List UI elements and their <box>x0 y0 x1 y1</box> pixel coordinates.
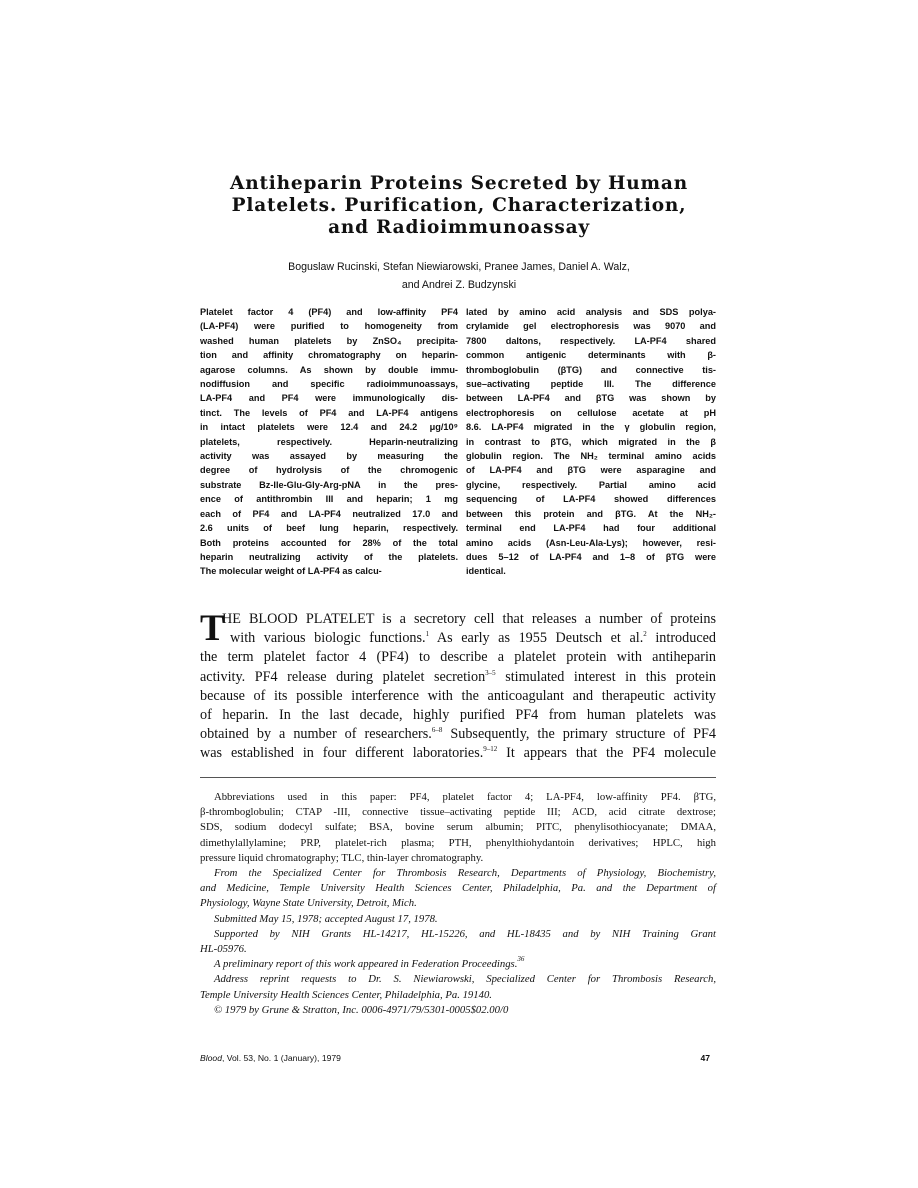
abstract-line: platelets, respectively. Heparin-neutralizing <box>200 436 458 447</box>
abstract-line: sequencing of LA-PF4 showed differences <box>466 494 716 505</box>
copyright-line: © 1979 by Grune & Stratton, Inc. 0006-4971/79/5301-0005$02.00/0 <box>214 1003 509 1016</box>
abstract-line: each of PF4 and LA-PF4 neutralized 17.0 and <box>200 508 458 519</box>
citation-superscript: 2 <box>643 630 647 639</box>
abstract-line: degree of hydrolysis of the chromogenic <box>200 465 458 476</box>
support-line: Supported by NIH Grants HL-14217, HL-15226, and HL-18435 and by NIH Training Grant <box>214 927 716 940</box>
journal-volume: , Vol. 53, No. 1 (January), 1979 <box>221 1053 341 1063</box>
abstract-line: nodiffusion and specific radioimmunoassays, <box>200 379 458 390</box>
abbrev-line: β-thromboglobulin; CTAP -III, connective tissue–activating peptide III; ACD, acid citrate dextrose; <box>200 806 716 819</box>
body-text-fragment: introduced <box>646 630 717 647</box>
abstract-line: thromboglobulin (βTG) and connective tis- <box>466 364 716 375</box>
abstract-line: between LA-PF4 and βTG was shown by <box>466 393 716 404</box>
title-line: Platelets. Purification, Characterization, <box>231 195 687 216</box>
abstract-line: lated by amino acid analysis and SDS polya- <box>466 307 716 317</box>
author-line: and Andrei Z. Budzynski <box>401 279 517 291</box>
abstract-line: heparin neutralizing activity of the platelets. <box>200 551 458 562</box>
abstract-line: agarose columns. As shown by double immu- <box>200 364 458 375</box>
abstract-line: activity was assayed by measuring the <box>200 451 458 462</box>
abstract-line: crylamide gel electrophoresis was 9070 and <box>466 321 716 332</box>
reprint-line: Temple University Health Sciences Center, Philadelphia, Pa. 19140. <box>200 988 492 1001</box>
body-text-fragment: stimulated interest in this protein <box>495 668 716 685</box>
abstract-line: globulin region. The NH₂ terminal amino acids <box>466 451 716 462</box>
abstract-line: (LA-PF4) were purified to homogeneity from <box>200 321 458 332</box>
abstract-line: 8.6. LA-PF4 migrated in the γ globulin region, <box>466 422 716 433</box>
abbrev-line: SDS, sodium dodecyl sulfate; BSA, bovine serum albumin; PITC, phenylisothiocyanate; DMAA, <box>200 821 716 834</box>
drop-cap: T <box>200 608 225 649</box>
affiliation-line: From the Specialized Center for Thrombosis Research, Departments of Physiology, Biochemistry, <box>214 867 716 880</box>
reprint-line: Address reprint requests to Dr. S. Niewiarowski, Specialized Center for Thrombosis Research, <box>214 973 716 986</box>
citation-superscript: 36 <box>517 955 525 964</box>
abstract-line: tion and affinity chromatography on heparin- <box>200 350 458 361</box>
body-text-fragment: was established in four different laboratories. <box>200 745 484 762</box>
citation-superscript: 1 <box>425 630 430 639</box>
body-line <box>200 629 716 648</box>
journal-citation <box>200 1052 341 1064</box>
abstract-line: amino acids (Asn-Leu-Ala-Lys); however, resi- <box>466 537 716 548</box>
body-text-fragment: It appears that the PF4 molecule <box>497 745 716 762</box>
body-text-fragment: As early as 1955 Deutsch et al. <box>429 630 644 647</box>
abstract-line: identical. <box>466 566 506 577</box>
body-text <box>200 610 716 764</box>
citation-superscript: 9–12 <box>483 745 498 754</box>
body-line <box>200 725 716 744</box>
abbrev-line: Abbreviations used in this paper: PF4, platelet factor 4; LA-PF4, low-affinity PF4. βTG, <box>214 791 716 803</box>
title-line: and Radioimmunoassay <box>328 217 590 238</box>
body-text-fragment: activity. PF4 release during platelet secretion <box>200 668 486 685</box>
abstract-line: electrophoresis on cellulose acetate at pH <box>466 407 716 418</box>
submission-dates: Submitted May 15, 1978; accepted August 17, 1978. <box>214 912 438 925</box>
abstract-line: dues 5–12 of LA-PF4 and 1–8 of βTG were <box>466 551 716 562</box>
body-line: HE BLOOD PLATELET is a secretory cell that releases a number of proteins <box>222 611 716 627</box>
abstract-line: glycine, respectively. Partial amino acid <box>466 479 716 490</box>
abstract-line: LA-PF4 and PF4 were immunologically dis- <box>200 393 458 404</box>
abstract-right-column <box>466 305 716 579</box>
body-text-fragment: with various biologic functions. <box>230 630 426 647</box>
abstract-line: common antigenic determinants with β- <box>466 350 716 361</box>
abstract-line: terminal end LA-PF4 had four additional <box>466 523 716 534</box>
abstract-line: in intact platelets were 12.4 and 24.2 μg/10⁹ <box>200 422 458 433</box>
affiliation-line: Physiology, Wayne State University, Detroit, Mich. <box>200 897 417 910</box>
body-line: of heparin. In the last decade, highly purified PF4 from human platelets was <box>200 707 716 724</box>
abstract-line: tinct. The levels of PF4 and LA-PF4 antigens <box>200 407 458 418</box>
abbrev-line: pressure liquid chromatography; TLC, thin-layer chromatography. <box>200 851 484 864</box>
abstract-line: ence of antithrombin III and heparin; 1 mg <box>200 494 458 505</box>
title-line: Antiheparin Proteins Secreted by Human <box>230 173 688 194</box>
abstract-line: sue–activating peptide III. The difference <box>466 379 716 390</box>
body-line <box>200 668 716 687</box>
footnote-divider <box>200 777 716 778</box>
affiliation-line: and Medicine, Temple University Health Sciences Center, Philadelphia, Pa. and the Department of <box>200 882 716 895</box>
citation-superscript: 6–8 <box>431 726 443 735</box>
body-line: because of its possible interference with the anticoagulant and therapeutic activity <box>200 687 716 704</box>
body-text-fragment: obtained by a number of researchers. <box>200 726 432 743</box>
abstract-line: of LA-PF4 and βTG were asparagine and <box>466 465 716 476</box>
abstract-line: Platelet factor 4 (PF4) and low-affinity PF4 <box>200 307 458 317</box>
abstract-line: 7800 daltons, respectively. LA-PF4 shared <box>466 335 716 346</box>
journal-name: Blood <box>200 1053 222 1063</box>
body-line: the term platelet factor 4 (PF4) to describe a platelet protein with antiheparin <box>200 649 716 666</box>
preliminary-text: A preliminary report of this work appeared in Federation Proceedings. <box>214 958 518 971</box>
author-list <box>200 258 718 294</box>
page-number: 47 <box>700 1053 710 1063</box>
support-line: HL-05976. <box>200 943 247 956</box>
citation-superscript: 3–5 <box>485 668 496 677</box>
abstract-line: The molecular weight of LA-PF4 as calcu- <box>200 566 382 577</box>
abbrev-line: dimethylallylamine; PRP, platelet-rich plasma; PTH, phenylthiohydantoin derivatives; HPLC, high <box>200 836 716 849</box>
abstract-line: Both proteins accounted for 28% of the total <box>200 537 458 548</box>
abstract-line: washed human platelets by ZnSO₄ precipita- <box>200 335 458 346</box>
article-title <box>200 173 718 239</box>
body-text-fragment: Subsequently, the primary structure of PF4 <box>442 726 716 743</box>
preliminary-report <box>200 957 716 972</box>
abstract-line: substrate Bz-Ile-Glu-Gly-Arg-pNA in the pres- <box>200 479 458 490</box>
abstract-line: between this protein and βTG. At the NH₂- <box>466 508 716 519</box>
abstract-line: 2.6 units of beef lung heparin, respectively. <box>200 523 458 534</box>
body-line <box>200 744 716 763</box>
author-line: Boguslaw Rucinski, Stefan Niewiarowski, Pranee James, Daniel A. Walz, <box>288 261 630 273</box>
abstract-line: in contrast to βTG, which migrated in the β <box>466 436 716 447</box>
footnotes <box>200 790 716 1018</box>
abstract-left-column <box>200 305 458 579</box>
